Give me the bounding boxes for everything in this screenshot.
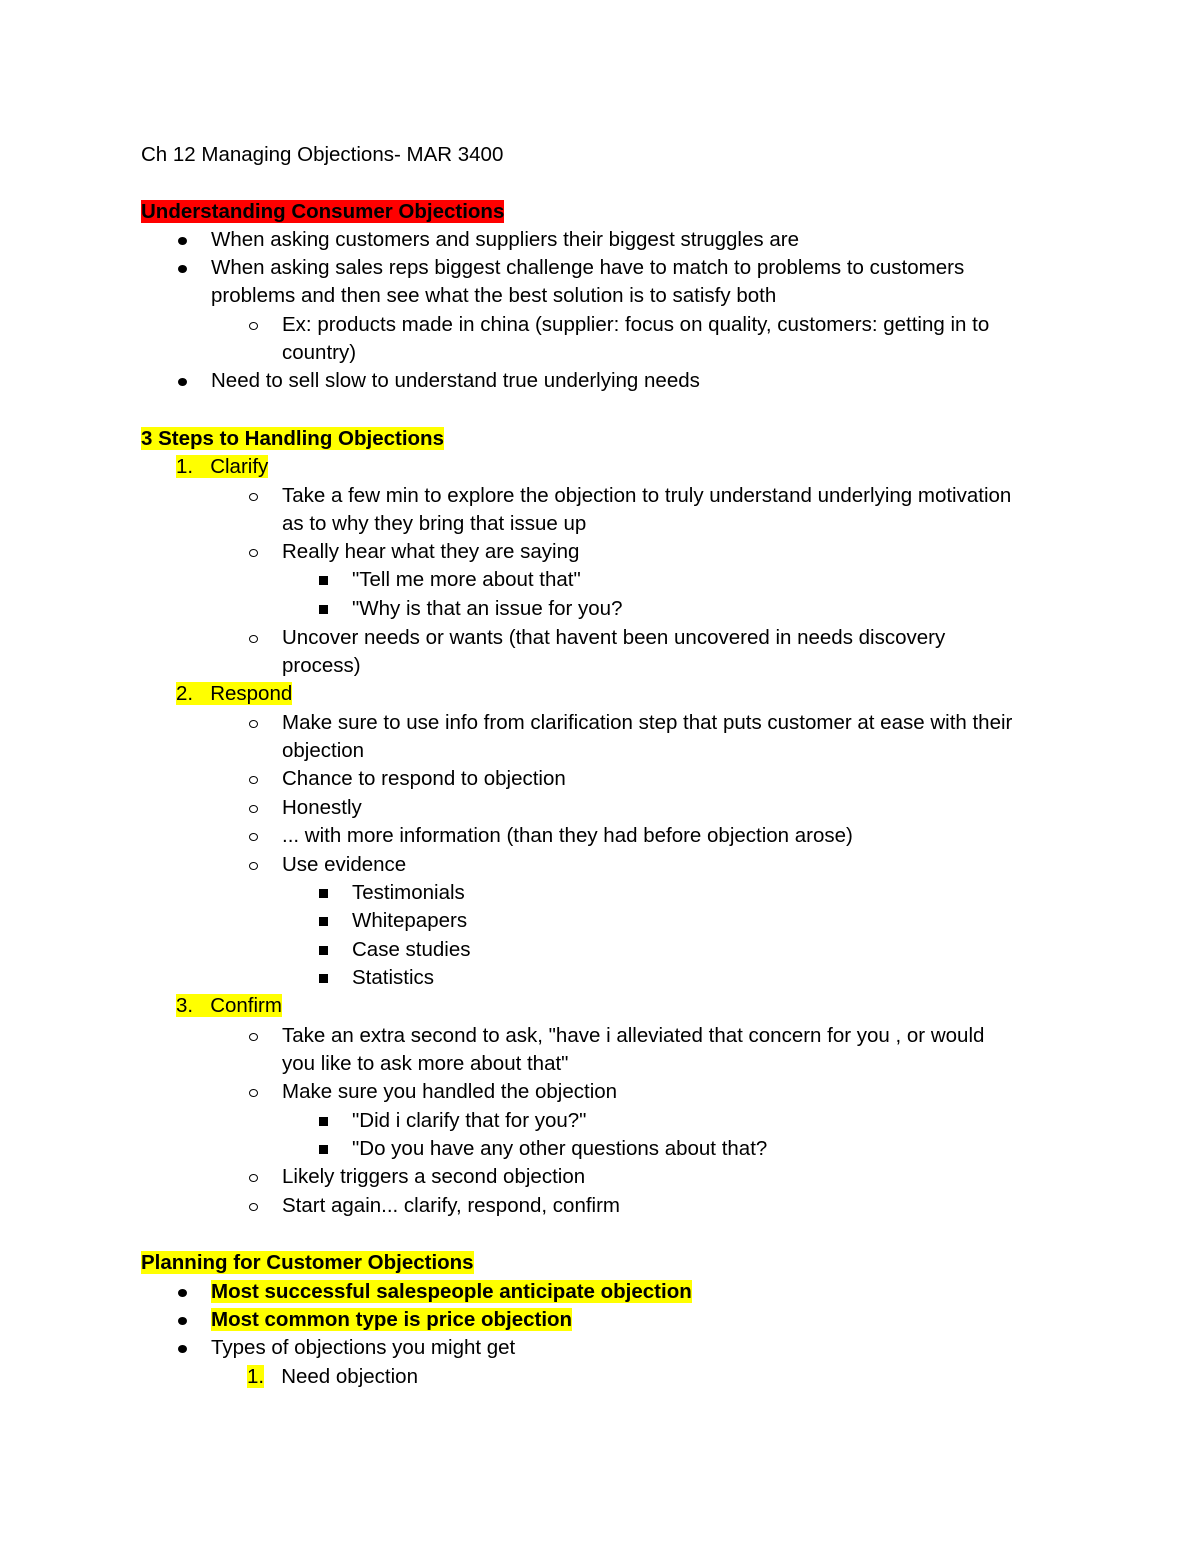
list-item: "Tell me more about that" [352, 568, 581, 591]
numbered-item: 1. Need objection [247, 1365, 418, 1388]
bullet-circle [249, 851, 258, 879]
list-item: Make sure you handled the objection [282, 1080, 618, 1103]
bullet-circle [249, 1022, 258, 1050]
list-item: When asking customers and suppliers their biggest struggles are [211, 228, 799, 251]
list-item: Likely triggers a second objection [282, 1165, 586, 1188]
list-item: Whitepapers [352, 909, 468, 932]
list-item-continuation: process) [282, 654, 361, 677]
bullet-square [319, 1107, 328, 1135]
bullet-disc [178, 1306, 187, 1334]
list-item: Statistics [352, 966, 435, 989]
list-item: Need to sell slow to understand true underlying needs [211, 369, 700, 392]
bullet-disc [178, 226, 187, 254]
list-item: When asking sales reps biggest challenge have to match to problems to customers [211, 256, 965, 279]
section-heading: Planning for Customer Objections [141, 1251, 474, 1274]
list-item-continuation: as to why they bring that issue up [282, 512, 587, 535]
bullet-circle [249, 765, 258, 793]
list-item: Types of objections you might get [211, 1336, 516, 1359]
list-item: Chance to respond to objection [282, 767, 566, 790]
bullet-square [319, 879, 328, 907]
section-heading: Understanding Consumer Objections [141, 200, 505, 223]
section-heading: 3 Steps to Handling Objections [141, 427, 444, 450]
step-confirm: 3. Confirm [176, 994, 282, 1017]
bullet-circle [249, 538, 258, 566]
list-item: "Did i clarify that for you?" [352, 1109, 587, 1132]
bullet-circle [249, 624, 258, 652]
bullet-circle [249, 482, 258, 510]
list-item: Ex: products made in china (supplier: focus on quality, customers: getting in to [282, 313, 990, 336]
bullet-disc [178, 254, 187, 282]
list-item: Take an extra second to ask, "have i alleviated that concern for you , or would [282, 1024, 985, 1047]
bullet-circle [249, 822, 258, 850]
bullet-disc [178, 367, 187, 395]
list-item: Case studies [352, 938, 471, 961]
list-item-continuation: country) [282, 341, 357, 364]
list-item-continuation: problems and then see what the best solution is to satisfy both [211, 284, 777, 307]
bullet-circle [249, 311, 258, 339]
bullet-circle [249, 1078, 258, 1106]
bullet-square [319, 566, 328, 594]
list-item: ... with more information (than they had before objection arose) [282, 824, 853, 847]
list-item-continuation: objection [282, 739, 365, 762]
list-item: Start again... clarify, respond, confirm [282, 1194, 621, 1217]
list-item: Make sure to use info from clarification step that puts customer at ease with their [282, 711, 1013, 734]
bullet-disc [178, 1334, 187, 1362]
list-item: "Why is that an issue for you? [352, 597, 623, 620]
list-item: Take a few min to explore the objection to truly understand underlying motivation [282, 484, 1012, 507]
list-item: Uncover needs or wants (that havent been uncovered in needs discovery [282, 626, 946, 649]
list-item: Testimonials [352, 881, 465, 904]
bullet-circle [249, 709, 258, 737]
bullet-square [319, 907, 328, 935]
list-item: Most successful salespeople anticipate objection [211, 1280, 692, 1303]
bullet-circle [249, 1192, 258, 1220]
document-title: Ch 12 Managing Objections- MAR 3400 [141, 143, 504, 166]
bullet-disc [178, 1278, 187, 1306]
bullet-square [319, 964, 328, 992]
list-item: "Do you have any other questions about that? [352, 1137, 768, 1160]
step-respond: 2. Respond [176, 682, 293, 705]
list-item: Honestly [282, 796, 362, 819]
bullet-circle [249, 794, 258, 822]
list-item-continuation: you like to ask more about that" [282, 1052, 569, 1075]
bullet-circle [249, 1163, 258, 1191]
bullet-square [319, 936, 328, 964]
list-item: Really hear what they are saying [282, 540, 580, 563]
bullet-square [319, 595, 328, 623]
step-clarify: 1. Clarify [176, 455, 269, 478]
list-item: Use evidence [282, 853, 407, 876]
bullet-square [319, 1135, 328, 1163]
list-item: Most common type is price objection [211, 1308, 573, 1331]
